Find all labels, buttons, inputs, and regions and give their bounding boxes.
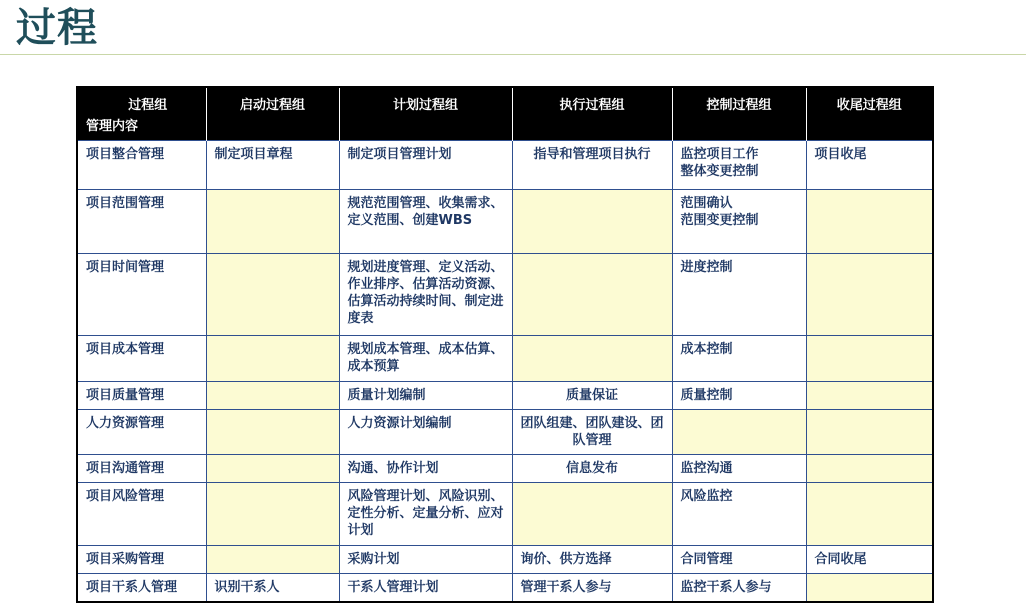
closing-cell — [806, 455, 933, 483]
initiating-cell — [206, 336, 339, 382]
row-area-cell: 项目成本管理 — [77, 336, 206, 382]
planning-cell: 沟通、协作计划 — [339, 455, 512, 483]
column-header-executing: 执行过程组 — [512, 87, 672, 141]
row-area-cell: 项目范围管理 — [77, 190, 206, 254]
title-divider — [0, 54, 1026, 55]
initiating-cell — [206, 410, 339, 455]
row-area-cell: 项目质量管理 — [77, 382, 206, 410]
closing-cell: 合同收尾 — [806, 546, 933, 574]
closing-cell — [806, 574, 933, 603]
planning-cell: 规范范围管理、收集需求、定义范围、创建WBS — [339, 190, 512, 254]
controlling-cell: 范围确认 范围变更控制 — [672, 190, 806, 254]
row-area-cell: 项目采购管理 — [77, 546, 206, 574]
table-row — [77, 190, 933, 254]
controlling-cell: 合同管理 — [672, 546, 806, 574]
table-row — [77, 483, 933, 546]
table-row — [77, 382, 933, 410]
table-header-row — [77, 87, 933, 141]
initiating-cell — [206, 254, 339, 336]
controlling-cell: 监控沟通 — [672, 455, 806, 483]
planning-cell: 采购计划 — [339, 546, 512, 574]
closing-cell — [806, 190, 933, 254]
controlling-cell: 监控干系人参与 — [672, 574, 806, 603]
planning-cell: 干系人管理计划 — [339, 574, 512, 603]
controlling-cell: 监控项目工作 整体变更控制 — [672, 141, 806, 190]
controlling-cell: 成本控制 — [672, 336, 806, 382]
initiating-cell — [206, 483, 339, 546]
table-row — [77, 141, 933, 190]
executing-cell — [512, 190, 672, 254]
initiating-cell: 制定项目章程 — [206, 141, 339, 190]
closing-cell — [806, 254, 933, 336]
table-row — [77, 546, 933, 574]
planning-cell: 制定项目管理计划 — [339, 141, 512, 190]
controlling-cell: 质量控制 — [672, 382, 806, 410]
table-row — [77, 455, 933, 483]
row-area-cell: 人力资源管理 — [77, 410, 206, 455]
process-matrix-table — [76, 86, 934, 603]
row-area-cell: 项目风险管理 — [77, 483, 206, 546]
executing-cell: 管理干系人参与 — [512, 574, 672, 603]
closing-cell: 项目收尾 — [806, 141, 933, 190]
column-header-closing: 收尾过程组 — [806, 87, 933, 141]
executing-cell — [512, 483, 672, 546]
controlling-cell — [672, 410, 806, 455]
controlling-cell: 进度控制 — [672, 254, 806, 336]
executing-cell: 质量保证 — [512, 382, 672, 410]
page-title: 过程 — [16, 5, 98, 51]
header-corner-cell — [77, 87, 206, 141]
planning-cell: 人力资源计划编制 — [339, 410, 512, 455]
initiating-cell — [206, 455, 339, 483]
initiating-cell — [206, 190, 339, 254]
executing-cell: 指导和管理项目执行 — [512, 141, 672, 190]
column-header-initiating: 启动过程组 — [206, 87, 339, 141]
executing-cell — [512, 254, 672, 336]
column-header-controlling: 控制过程组 — [672, 87, 806, 141]
column-header-planning: 计划过程组 — [339, 87, 512, 141]
initiating-cell — [206, 382, 339, 410]
table-row — [77, 574, 933, 603]
planning-cell: 风险管理计划、风险识别、定性分析、定量分析、应对计划 — [339, 483, 512, 546]
closing-cell — [806, 336, 933, 382]
table-body — [77, 141, 933, 603]
closing-cell — [806, 382, 933, 410]
corner-label-management-area: 管理内容 — [86, 119, 139, 134]
closing-cell — [806, 483, 933, 546]
planning-cell: 规划成本管理、成本估算、成本预算 — [339, 336, 512, 382]
table-row — [77, 336, 933, 382]
controlling-cell: 风险监控 — [672, 483, 806, 546]
corner-label-process-group: 过程组 — [128, 98, 168, 113]
planning-cell: 规划进度管理、定义活动、作业排序、估算活动资源、估算活动持续时间、制定进度表 — [339, 254, 512, 336]
row-area-cell: 项目时间管理 — [77, 254, 206, 336]
row-area-cell: 项目干系人管理 — [77, 574, 206, 603]
executing-cell: 团队组建、团队建设、团队管理 — [512, 410, 672, 455]
executing-cell: 信息发布 — [512, 455, 672, 483]
executing-cell: 询价、供方选择 — [512, 546, 672, 574]
initiating-cell — [206, 546, 339, 574]
initiating-cell: 识别干系人 — [206, 574, 339, 603]
table-row — [77, 254, 933, 336]
executing-cell — [512, 336, 672, 382]
row-area-cell: 项目沟通管理 — [77, 455, 206, 483]
row-area-cell: 项目整合管理 — [77, 141, 206, 190]
planning-cell: 质量计划编制 — [339, 382, 512, 410]
closing-cell — [806, 410, 933, 455]
table-row — [77, 410, 933, 455]
